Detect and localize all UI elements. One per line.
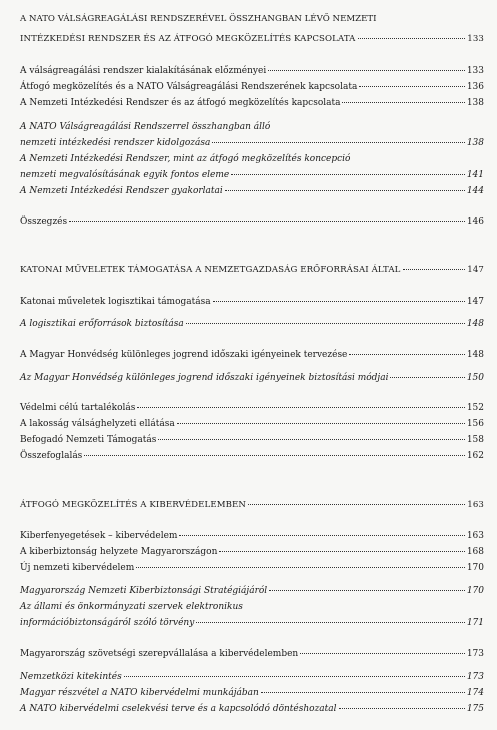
toc-entry: Kiberfenyegetések – kibervédelem 163 [20, 531, 484, 541]
toc-entry: A logisztikai erőforrások biztosítása 148 [20, 319, 484, 329]
toc-entry: Az Magyar Honvédség különleges jogrend időszaki igényeinek biztosítási módjai 150 [20, 373, 484, 383]
toc-entry: Összefoglalás 162 [20, 451, 484, 461]
toc-entry: Magyar részvétel a NATO kibervédelmi munkájában 174 [20, 688, 484, 698]
toc-entry: A Nemzeti Intézkedési Rendszer gyakorlatai 144 [20, 186, 484, 196]
section-3-title: ÁTFOGÓ MEGKÖZELÍTÉS A KIBERVÉDELEMBEN 163 [20, 500, 484, 510]
toc-entry: Katonai műveletek logisztikai támogatása 147 [20, 297, 484, 307]
page-number: 133 [467, 34, 484, 44]
toc-entry: A válságreagálási rendszer kialakításának előzményei 133 [20, 66, 484, 76]
toc-entry: A lakosság válsághelyzeti ellátása 156 [20, 419, 484, 429]
leader-dots [358, 37, 466, 39]
section-2-title: KATONAI MŰVELETEK TÁMOGATÁSA A NEMZETGAZDASÁG ERŐFORRÁSAI ÁLTAL 147 [20, 265, 484, 275]
toc-entry: A kiberbiztonság helyzete Magyarországon 168 [20, 547, 484, 557]
toc-entry: információbiztonságáról szóló törvény 171 [20, 618, 484, 628]
section-1-title: INTÉZKEDÉSI RENDSZER ÉS AZ ÁTFOGÓ MEGKÖZELÍTÉS KAPCSOLATA 133 [20, 34, 484, 44]
toc-entry: nemzeti megvalósításának egyik fontos eleme 141 [20, 170, 484, 180]
toc-entry: Összegzés 146 [20, 217, 484, 227]
toc-entry: Befogadó Nemzeti Támogatás 158 [20, 435, 484, 445]
toc-entry: nemzeti intézkedési rendszer kidolgozása 138 [20, 138, 484, 148]
toc-entry: Új nemzeti kibervédelem 170 [20, 563, 484, 573]
toc-entry: Átfogó megközelítés és a NATO Válságreagálási Rendszerének kapcsolata 136 [20, 82, 484, 92]
toc-entry: Magyarország szövetségi szerepvállalása a kibervédelemben 173 [20, 649, 484, 659]
toc-entry: A Nemzeti Intézkedési Rendszer és az átfogó megközelítés kapcsolata 138 [20, 98, 484, 108]
toc-entry: A NATO kibervédelmi cselekvési terve és a kapcsolódó döntéshozatal 175 [20, 704, 484, 714]
toc-entry: Nemzetközi kitekintés 173 [20, 672, 484, 682]
toc-entry: Magyarország Nemzeti Kiberbiztonsági Stratégiájáról 170 [20, 586, 484, 596]
toc-entry: A Magyar Honvédség különleges jogrend időszaki igényeinek tervezése 148 [20, 350, 484, 360]
toc-entry: Védelmi célú tartalékolás 152 [20, 403, 484, 413]
toc-entry-line-1: A Nemzeti Intézkedési Rendszer, mint az átfogó megközelítés koncepció [20, 154, 351, 164]
toc-entry-line-1: Az állami és önkormányzati szervek elektronikus [20, 602, 243, 612]
section-1-title-line-1: A NATO VÁLSÁGREAGÁLÁSI RENDSZERÉVEL ÖSSZHANGBAN LÉVŐ NEMZETI [20, 14, 377, 24]
toc-entry-line-1: A NATO Válságreagálási Rendszerrel összhangban álló [20, 122, 271, 132]
